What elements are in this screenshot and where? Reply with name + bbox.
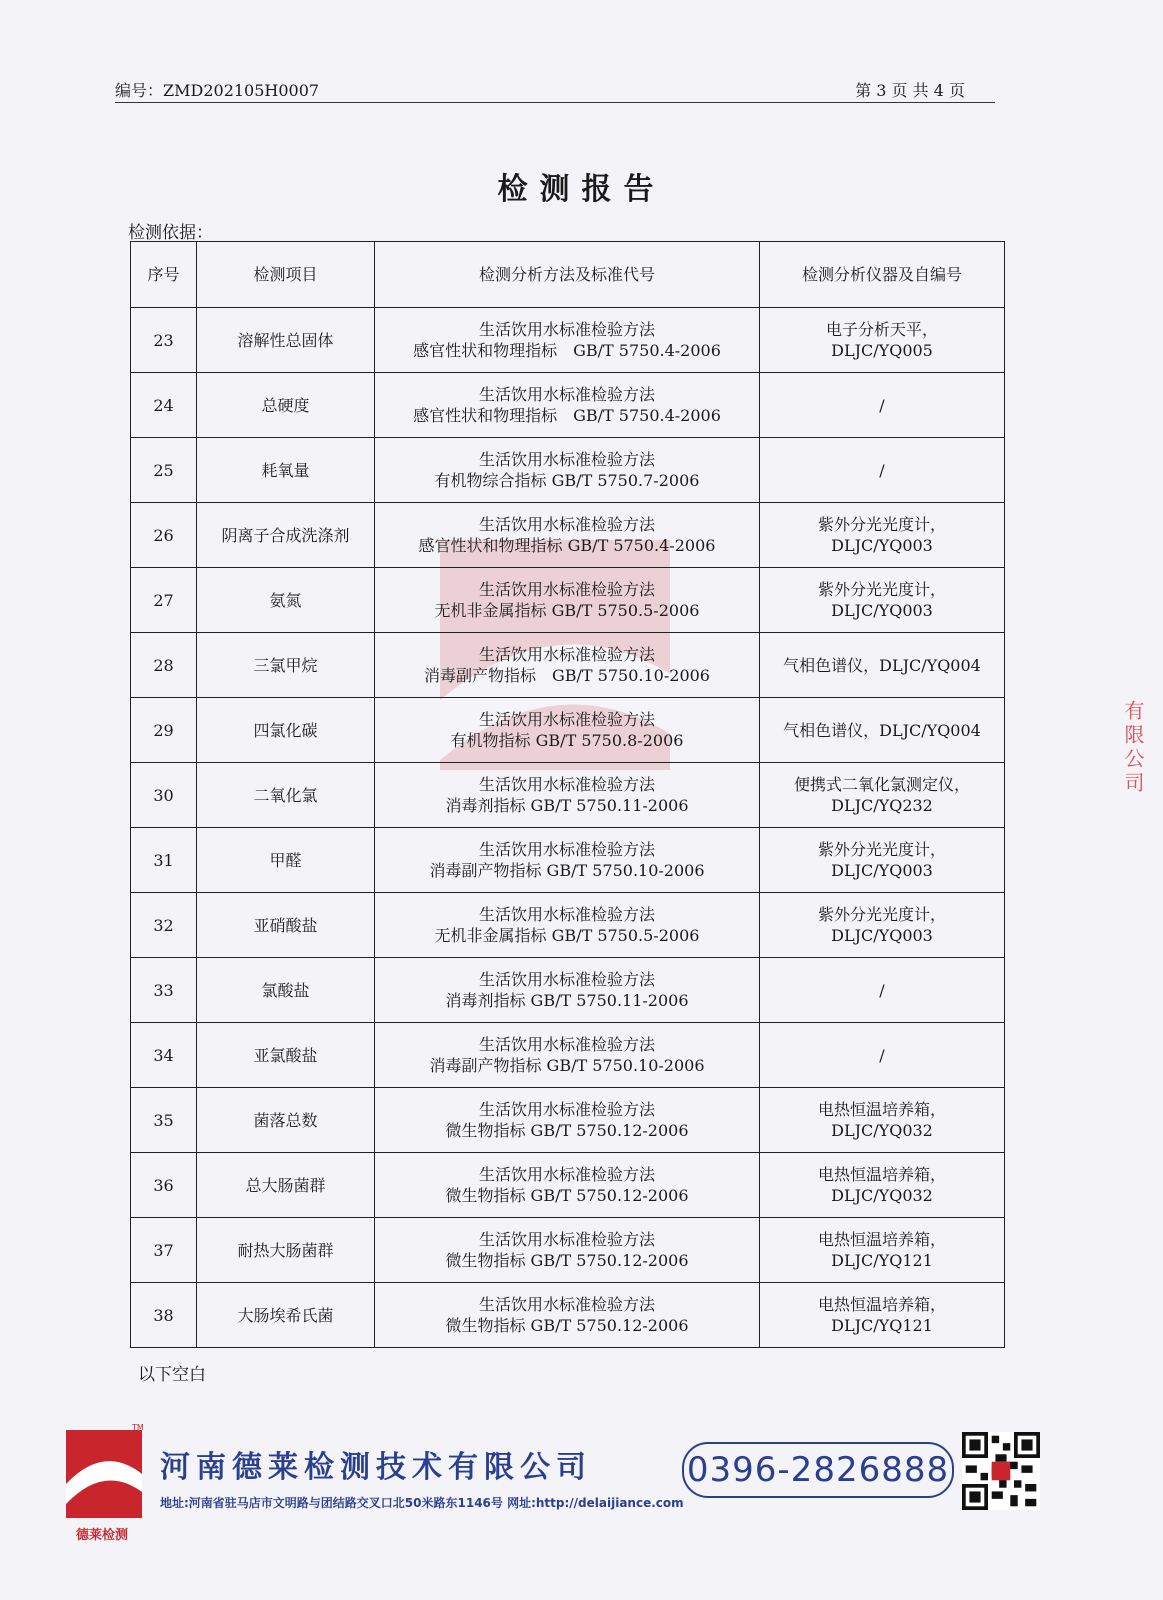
instrument-cell-line: DLJC/YQ232: [831, 796, 933, 815]
basis-label: 检测依据：: [128, 223, 213, 243]
table-row: [131, 1153, 1005, 1218]
test-item-cell: [197, 503, 375, 568]
row-number-cell-line: 34: [153, 1045, 174, 1065]
instrument-cell-line: DLJC/YQ003: [831, 861, 933, 880]
method-cell-line: 感官性状和物理指标 GB/T 5750.4-2006: [418, 536, 716, 555]
instrument-cell-line: 电子分析天平，: [825, 320, 938, 339]
test-item-cell-line: 阴离子合成洗涤剂: [221, 525, 350, 545]
row-number-cell: [131, 1153, 197, 1218]
method-cell-line: 生活饮用水标准检验方法: [478, 385, 655, 404]
table-row: [131, 438, 1005, 503]
test-item-cell: [197, 1153, 375, 1218]
instrument-cell-line: DLJC/YQ003: [831, 601, 933, 620]
table-row: [131, 633, 1005, 698]
row-number-cell-line: 32: [153, 915, 174, 935]
test-item-cell: [197, 373, 375, 438]
method-cell: [375, 698, 760, 763]
test-item-cell: [197, 1283, 375, 1348]
method-cell-line: 微生物指标 GB/T 5750.12-2006: [445, 1316, 689, 1335]
instrument-cell-line: 紫外分光光度计，: [817, 580, 946, 599]
table-row: [131, 373, 1005, 438]
row-number-cell-line: 31: [153, 850, 174, 870]
company-address: 地址:河南省驻马店市文明路与团结路交叉口北50米路东1146号 网址:http://delaijiance.com: [160, 1496, 684, 1510]
method-cell-line: 生活饮用水标准检验方法: [478, 1100, 655, 1119]
company-name: 河南德莱检测技术有限公司: [160, 1450, 592, 1485]
method-cell: [375, 633, 760, 698]
instrument-cell-line: DLJC/YQ032: [831, 1186, 933, 1205]
report-number: 编号：ZMD202105H0007: [115, 81, 320, 100]
test-item-cell-line: 耐热大肠菌群: [237, 1240, 334, 1260]
instrument-cell-line: DLJC/YQ005: [831, 341, 933, 360]
instrument-cell-line: 紫外分光光度计，: [817, 515, 946, 534]
test-item-cell: [197, 828, 375, 893]
table-row: [131, 958, 1005, 1023]
instrument-cell: [760, 958, 1005, 1023]
svg-text:TM: TM: [132, 1423, 144, 1432]
row-number-cell: [131, 763, 197, 828]
row-number-cell: [131, 568, 197, 633]
method-cell: [375, 1218, 760, 1283]
row-number-cell-line: 23: [153, 330, 174, 350]
report-title: 检测报告: [497, 172, 666, 207]
test-item-cell: [197, 438, 375, 503]
row-number-cell: [131, 698, 197, 763]
row-number-cell: [131, 373, 197, 438]
header-cell: 检测分析方法及标准代号: [375, 242, 760, 308]
row-number-cell: [131, 1218, 197, 1283]
row-number-cell-line: 24: [153, 395, 174, 415]
test-item-cell: [197, 308, 375, 373]
row-number-cell-line: 27: [153, 590, 174, 610]
table-row: [131, 503, 1005, 568]
instrument-cell-line: /: [879, 980, 885, 1000]
report-header: [115, 78, 995, 103]
row-number-cell-line: 30: [153, 785, 174, 805]
method-cell-line: 生活饮用水标准检验方法: [478, 580, 655, 599]
instrument-cell-line: 气相色谱仪，DLJC/YQ004: [783, 720, 981, 740]
test-item-cell-line: 大肠埃希氏菌: [237, 1305, 334, 1325]
method-cell-line: 生活饮用水标准检验方法: [478, 1230, 655, 1249]
instrument-cell-line: 气相色谱仪，DLJC/YQ004: [783, 655, 981, 675]
test-item-cell-line: 三氯甲烷: [253, 655, 318, 675]
method-cell-line: 感官性状和物理指标 GB/T 5750.4-2006: [413, 341, 721, 360]
row-number-cell-line: 29: [153, 720, 174, 740]
instrument-cell: [760, 1283, 1005, 1348]
method-cell: [375, 958, 760, 1023]
row-number-cell-line: 33: [153, 980, 174, 1000]
header-cell: 检测分析仪器及自编号: [760, 242, 1005, 308]
instrument-cell-line: DLJC/YQ003: [831, 926, 933, 945]
test-item-cell-line: 溶解性总固体: [237, 330, 334, 350]
test-item-cell-line: 四氯化碳: [253, 720, 318, 740]
method-cell-line: 有机物综合指标 GB/T 5750.7-2006: [434, 471, 700, 490]
table-row: [131, 1088, 1005, 1153]
instrument-cell-line: 电热恒温培养箱，: [817, 1295, 946, 1314]
test-item-cell: [197, 763, 375, 828]
method-cell-line: 生活饮用水标准检验方法: [478, 970, 655, 989]
instrument-cell: [760, 568, 1005, 633]
test-item-cell-line: 亚硝酸盐: [253, 915, 318, 935]
method-cell-line: 生活饮用水标准检验方法: [478, 645, 655, 664]
test-item-cell: [197, 698, 375, 763]
test-item-cell-line: 二氧化氯: [253, 785, 318, 805]
method-cell-line: 消毒剂指标 GB/T 5750.11-2006: [445, 796, 689, 815]
testing-basis-table: [130, 241, 1005, 1348]
method-cell-line: 消毒剂指标 GB/T 5750.11-2006: [445, 991, 689, 1010]
test-item-cell: [197, 633, 375, 698]
instrument-cell-line: 电热恒温培养箱，: [817, 1165, 946, 1184]
company-seal-stamp: 有限公司: [1121, 700, 1145, 796]
method-cell: [375, 1153, 760, 1218]
header-cell: 检测项目: [197, 242, 375, 308]
method-cell: [375, 1088, 760, 1153]
method-cell-line: 微生物指标 GB/T 5750.12-2006: [445, 1121, 689, 1140]
instrument-cell-line: /: [879, 1045, 885, 1065]
method-cell-line: 生活饮用水标准检验方法: [478, 1165, 655, 1184]
instrument-cell-line: 电热恒温培养箱，: [817, 1230, 946, 1249]
company-logo-icon: [60, 1422, 150, 1532]
row-number-cell: [131, 1283, 197, 1348]
test-item-cell: [197, 893, 375, 958]
test-item-cell-line: 亚氯酸盐: [253, 1045, 318, 1065]
instrument-cell: [760, 893, 1005, 958]
table-row: [131, 1218, 1005, 1283]
instrument-cell: [760, 763, 1005, 828]
table-row: [131, 1023, 1005, 1088]
row-number-cell-line: 26: [153, 525, 174, 545]
company-phone: 0396-2826888: [682, 1442, 954, 1498]
table-row: [131, 568, 1005, 633]
test-item-cell-line: 总大肠菌群: [245, 1175, 326, 1195]
method-cell-line: 生活饮用水标准检验方法: [478, 1035, 655, 1054]
instrument-cell-line: DLJC/YQ003: [831, 536, 933, 555]
row-number-cell: [131, 1088, 197, 1153]
method-cell-line: 生活饮用水标准检验方法: [478, 515, 655, 534]
instrument-cell-line: 电热恒温培养箱，: [817, 1100, 946, 1119]
method-cell-line: 生活饮用水标准检验方法: [478, 320, 655, 339]
row-number-cell-line: 25: [153, 460, 174, 480]
row-number-cell: [131, 633, 197, 698]
header-cell: 序号: [131, 242, 197, 308]
method-cell-line: 生活饮用水标准检验方法: [478, 905, 655, 924]
row-number-cell: [131, 958, 197, 1023]
page-info: 第 3 页 共 4 页: [855, 81, 965, 100]
instrument-cell-line: 紫外分光光度计，: [817, 905, 946, 924]
test-item-cell-line: 菌落总数: [253, 1110, 318, 1130]
table-header-row: [131, 242, 1005, 308]
instrument-cell: [760, 1218, 1005, 1283]
table-row: [131, 893, 1005, 958]
row-number-cell: [131, 308, 197, 373]
table-row: [131, 698, 1005, 763]
page-footer: [60, 1422, 1110, 1552]
method-cell-line: 有机物指标 GB/T 5750.8-2006: [450, 731, 684, 750]
method-cell: [375, 568, 760, 633]
row-number-cell-line: 35: [153, 1110, 174, 1130]
instrument-cell-line: /: [879, 460, 885, 480]
test-item-cell-line: 甲醛: [269, 850, 302, 870]
method-cell-line: 消毒副产物指标 GB/T 5750.10-2006: [424, 666, 710, 685]
table-row: [131, 1283, 1005, 1348]
method-cell-line: 生活饮用水标准检验方法: [478, 1295, 655, 1314]
instrument-cell-line: 便携式二氧化氯测定仪，: [793, 775, 970, 794]
instrument-cell-line: DLJC/YQ121: [831, 1251, 933, 1270]
row-number-cell-line: 28: [153, 655, 174, 675]
instrument-cell-line: /: [879, 395, 885, 415]
test-item-cell-line: 氯酸盐: [261, 980, 310, 1000]
end-note: 以下空白: [138, 1365, 206, 1385]
test-item-cell-line: 耗氧量: [261, 460, 310, 480]
row-number-cell-line: 36: [153, 1175, 174, 1195]
test-item-cell-line: 总硬度: [261, 395, 310, 415]
instrument-cell: [760, 633, 1005, 698]
method-cell: [375, 308, 760, 373]
row-number-cell: [131, 503, 197, 568]
row-number-cell: [131, 1023, 197, 1088]
row-number-cell: [131, 893, 197, 958]
method-cell: [375, 438, 760, 503]
test-item-cell-line: 氨氮: [269, 590, 302, 610]
method-cell-line: 消毒副产物指标 GB/T 5750.10-2006: [429, 1056, 705, 1075]
row-number-cell-line: 38: [153, 1305, 174, 1325]
instrument-cell: [760, 1153, 1005, 1218]
table-row: [131, 763, 1005, 828]
test-item-cell: [197, 1218, 375, 1283]
instrument-cell: [760, 1088, 1005, 1153]
test-item-cell: [197, 1023, 375, 1088]
instrument-cell-line: DLJC/YQ121: [831, 1316, 933, 1335]
method-cell-line: 微生物指标 GB/T 5750.12-2006: [445, 1251, 689, 1270]
method-cell: [375, 763, 760, 828]
instrument-cell: [760, 438, 1005, 503]
test-item-cell: [197, 958, 375, 1023]
row-number-cell: [131, 828, 197, 893]
table-row: [131, 828, 1005, 893]
instrument-cell: [760, 373, 1005, 438]
method-cell-line: 生活饮用水标准检验方法: [478, 450, 655, 469]
method-cell: [375, 893, 760, 958]
method-cell-line: 生活饮用水标准检验方法: [478, 710, 655, 729]
method-cell-line: 生活饮用水标准检验方法: [478, 840, 655, 859]
method-cell: [375, 373, 760, 438]
method-cell-line: 感官性状和物理指标 GB/T 5750.4-2006: [413, 406, 721, 425]
instrument-cell: [760, 698, 1005, 763]
method-cell-line: 微生物指标 GB/T 5750.12-2006: [445, 1186, 689, 1205]
logo-text: 德莱检测: [75, 1528, 128, 1543]
instrument-cell: [760, 1023, 1005, 1088]
test-item-cell: [197, 1088, 375, 1153]
method-cell: [375, 503, 760, 568]
method-cell: [375, 1023, 760, 1088]
test-item-cell: [197, 568, 375, 633]
method-cell: [375, 1283, 760, 1348]
method-cell-line: 消毒副产物指标 GB/T 5750.10-2006: [429, 861, 705, 880]
qr-code-icon[interactable]: [962, 1432, 1040, 1510]
instrument-cell: [760, 308, 1005, 373]
instrument-cell-line: DLJC/YQ032: [831, 1121, 933, 1140]
method-cell: [375, 828, 760, 893]
row-number-cell-line: 37: [153, 1240, 174, 1260]
method-cell-line: 生活饮用水标准检验方法: [478, 775, 655, 794]
instrument-cell-line: 紫外分光光度计，: [817, 840, 946, 859]
method-cell-line: 无机非金属指标 GB/T 5750.5-2006: [434, 601, 700, 620]
table-row: [131, 308, 1005, 373]
method-cell-line: 无机非金属指标 GB/T 5750.5-2006: [434, 926, 700, 945]
instrument-cell: [760, 828, 1005, 893]
instrument-cell: [760, 503, 1005, 568]
row-number-cell: [131, 438, 197, 503]
